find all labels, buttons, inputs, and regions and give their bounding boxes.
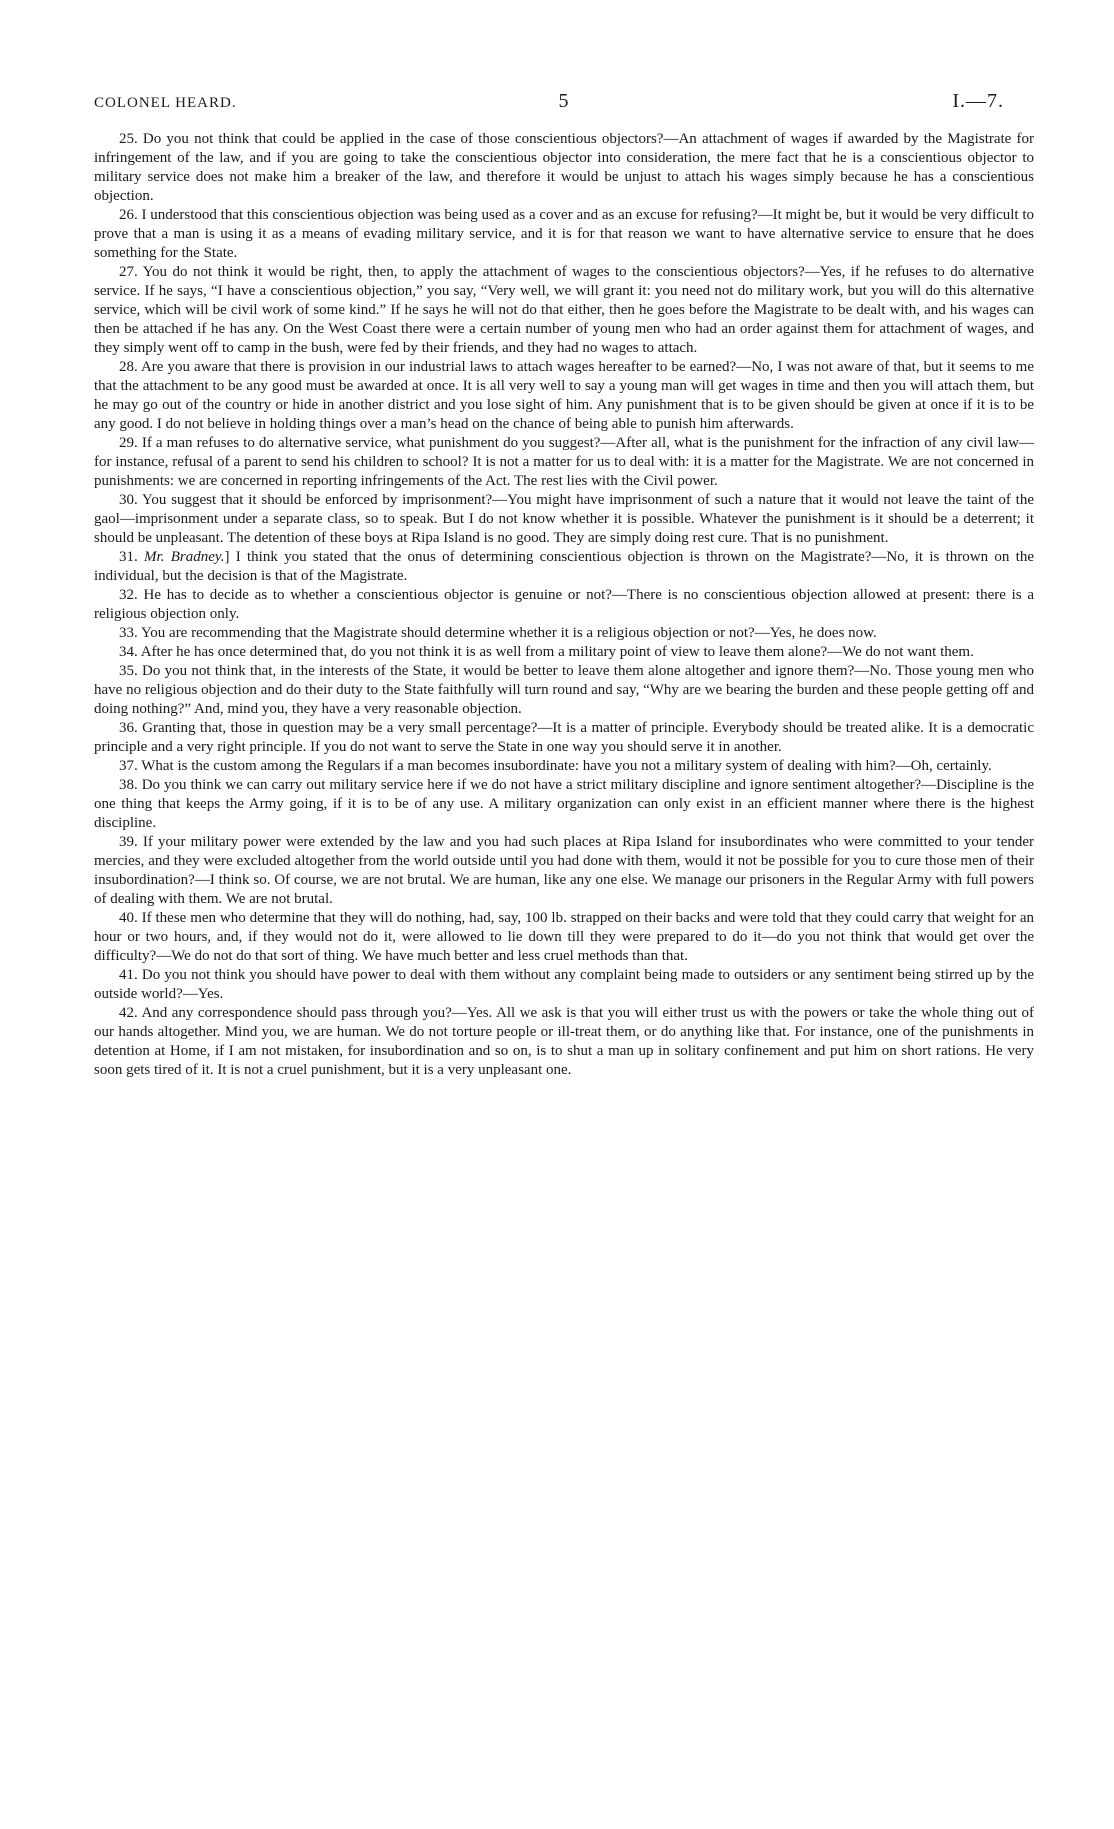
paragraph-text: What is the custom among the Regulars if a man becomes insubordinate: have you not a military system of dealing with him?—Oh, certainly. [141,758,992,774]
speaker-name: Mr. Bradney. [144,549,225,565]
document-reference: I.—7. [952,90,1004,112]
page-number: 5 [558,90,570,112]
paragraph-34 [94,643,1034,662]
paragraph-32 [94,586,1034,624]
question-number: 36. [119,720,138,736]
paragraph-text: He has to decide as to whether a conscientious objector is genuine or not?—There is no conscientious objection allowed at present: there is a religious objection only. [94,587,1035,622]
paragraph-25 [94,130,1034,206]
paragraph-text: You are recommending that the Magistrate should determine whether it is a religious objection or not?—Yes, he does now. [140,625,877,641]
question-number: 25. [119,131,138,147]
question-number: 28. [119,359,138,375]
paragraph-35 [94,662,1034,719]
page-header [94,90,1034,130]
question-number: 42. [119,1005,138,1021]
paragraph-text: If your military power were extended by the law and you had such places at Ripa Island for insubordinates who were committed to your tender mercies, and they were excluded altogether from the world outside until you had done with them, would it not be possible for you to cure those men of their insubordination?—I think so. Of course, we are not brutal. We are human, like any one else. We manage our prisoners in the Regular Army with full powers of dealing with them. We are not brutal. [94,834,1035,907]
paragraph-text: Do you not think that, in the interests of the State, it would be better to leave them alone altogether and ignore them?—No. Those young men who have no religious objection and do their duty to the State faithfully will turn round and say, “Why are we bearing the burden and these people getting off and doing nothing?” And, mind you, they have a very reasonable objection. [94,663,1034,717]
paragraph-31: 31. Mr. Bradney.] I think you stated that the onus of determining conscientious objection is thrown on the Magistrate?—No, it is thrown on the individual, but the decision is that of the Magistrate. [94,549,1035,584]
paragraph-text: If a man refuses to do alternative service, what punishment do you suggest?—After all, what is the punishment for the infraction of any civil law—for instance, refusal of a parent to send his children to school? It is not a matter for us to deal with: it is a matter for the Magistrate. We are not concerned in punishments: we are concerned in reporting infringements of the Act. The rest lies with the Civil power. [94,435,1034,489]
paragraph-text: I think you stated that the onus of determining conscientious objection is thrown on the Magistrate?—No, it is thrown on the individual, but the decision is that of the Magistrate. [94,549,1035,584]
paragraph-text: Granting that, those in question may be a very small percentage?—It is a matter of principle. Everybody should be treated alike. It is a democratic principle and a very right principle. If you do not want to serve the State in one way you should serve it in another. [94,720,1034,755]
paragraph-37 [94,757,1034,776]
paragraph-text: If these men who determine that they will do nothing, had, say, 100 lb. strapped on their backs and were told that they could carry that weight for an hour or two hours, and, if they would not do it, were allowed to lie down till they were prepared to do it—do you not think that would get over the difficulty?—We do not do that sort of thing. We have much better and less cruel methods than that. [94,910,1035,964]
running-head: COLONEL HEARD. [94,95,237,111]
paragraph-text: Are you aware that there is provision in our industrial laws to attach wages hereafter to be earned?—No, I was not aware of that, but it seems to me that the attachment to be any good must be awarded at once. It is all very well to say a young man will get wages in time and then you will attach them, but he may go out of the country or hide in another district and you lose sight of him. Any punishment that is to be given should be given at once if it is to be any good. I do not believe in holding things over a man’s head on the chance of being able to punish him afterwards. [94,359,1034,432]
document-body [94,130,1034,1080]
paragraph-text: You suggest that it should be enforced by imprisonment?—You might have imprisonment of such a nature that it would not leave the taint of the gaol—imprisonment under a separate class, so to speak. But I do not know whether it is possible. Whatever the punishment is it should be a deterrent; it should be unpleasant. The detention of these boys at Ripa Island is no good. They are simply doing rest cure. That is no punishment. [94,492,1034,546]
paragraph-39 [94,833,1034,909]
question-number: 29. [119,435,138,451]
paragraph-42 [94,1004,1034,1080]
question-number: 31. [119,549,138,565]
question-number: 41. [119,967,138,983]
paragraph-30 [94,491,1034,548]
question-number: 27. [119,264,138,280]
question-number: 40. [119,910,138,926]
document-page [94,90,1034,1080]
paragraph-text: Do you not think you should have power to deal with them without any complaint being made to outsiders or any sentiment being stirred up by the outside world?—Yes. [94,967,1035,1002]
question-number: 32. [119,587,138,603]
question-number: 30. [119,492,138,508]
question-number: 34. [119,644,138,660]
paragraph-text: You do not think it would be right, then, to apply the attachment of wages to the conscientious objectors?—Yes, if he refuses to do alternative service. If he says, “I have a conscientious objection,” you say, “Very well, we will grant it: you need not do military work, but you will do this alternative service, which will be civil work of some kind.” If he says he will not do that either, then he goes before the Magistrate to be dealt with, and his wages can then be attached if he has any. On the West Coast there were a certain number of young men who had an order against them for attachment of wages, and they simply went off to camp in the bush, were fed by their friends, and they had no wages to attach. [94,264,1034,356]
question-number: 26. [119,207,138,223]
question-number: 33. [119,625,138,641]
question-number: 38. [119,777,138,793]
question-number: 37. [119,758,138,774]
paragraph-36 [94,719,1034,757]
paragraph-29 [94,434,1034,491]
paragraph-26 [94,206,1034,263]
question-number: 39. [119,834,138,850]
question-number: 35. [119,663,138,679]
paragraph-text: And any correspondence should pass through you?—Yes. All we ask is that you will either trust us with the powers or take the whole thing out of our hands altogether. Mind you, we are human. We do not torture people or ill-treat them, or do anything like that. For instance, one of the punishments in detention at Home, if I am not mistaken, for insubordination and so on, is to shut a man up in solitary confinement and put him on short rations. He very soon gets tired of it. It is not a cruel punishment, but it is a very unpleasant one. [94,1005,1034,1078]
paragraph-38 [94,776,1034,833]
paragraph-text: After he has once determined that, do you not think it is as well from a military point of view to leave them alone?—We do not want them. [140,644,974,660]
paragraph-27 [94,263,1034,358]
paragraph-33 [94,624,1034,643]
paragraph-text: Do you not think that could be applied in the case of those conscientious objectors?—An attachment of wages if awarded by the Magistrate for infringement of the law, and if you are going to take the conscientious objector into consideration, the mere fact that he is a conscientious objector to military service does not make him a breaker of the law, and therefore it would be unjust to attach his wages simply because he has a conscientious objection. [94,131,1034,204]
paragraph-text: I understood that this conscientious objection was being used as a cover and as an excuse for refusing?—It might be, but it would be very difficult to prove that a man is using it as a means of evading military service, and it is for that reason we want to have alternative service to ensure that he does something for the State. [94,207,1035,261]
paragraph-40 [94,909,1034,966]
paragraph-41 [94,966,1034,1004]
paragraph-28 [94,358,1034,434]
paragraph-text: Do you think we can carry out military service here if we do not have a strict military discipline and ignore sentiment altogether?—Discipline is the one thing that keeps the Army going, if it is to be of any use. A military organization can only exist in an efficient manner where there is the highest discipline. [94,777,1035,831]
